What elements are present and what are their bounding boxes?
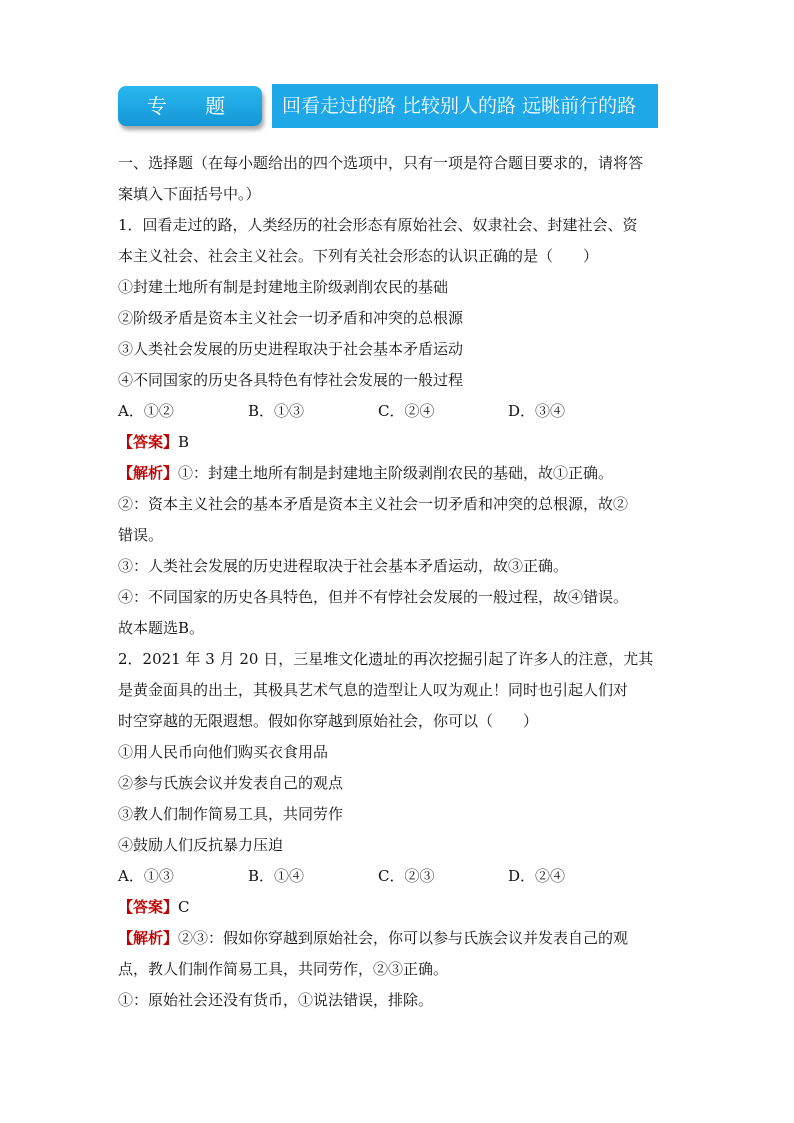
option-d: D．②④ — [508, 867, 566, 885]
option-c: C．②④ — [378, 402, 435, 420]
option-a: A．①② — [118, 402, 174, 420]
statement-item: ③人类社会发展的历史进程取决于社会基本矛盾运动 — [118, 340, 464, 358]
analysis-text: ①：原始社会还没有货币，①说法错误，排除。 — [118, 991, 434, 1009]
analysis-tag: 【解析】 — [118, 929, 179, 947]
statement-item: ④不同国家的历史各具特色有悖社会发展的一般过程 — [118, 371, 464, 389]
topic-banner — [118, 84, 658, 158]
topic-label: 专 题 一 — [118, 86, 262, 126]
question-stem-cont: 本主义社会、社会主义社会。下列有关社会形态的认识正确的是（ ） — [118, 247, 599, 265]
question-1 — [118, 210, 678, 644]
answer-line — [118, 892, 678, 923]
statement-item: ②阶级矛盾是资本主义社会一切矛盾和冲突的总根源 — [118, 309, 464, 327]
section-heading: 一、选择题（在每小题给出的四个选项中，只有一项是符合题目要求的，请将答 — [118, 154, 644, 172]
question-2 — [118, 644, 678, 1016]
option-b: B．①③ — [248, 402, 305, 420]
answer-options — [118, 861, 678, 892]
statement-item: ④鼓励人们反抗暴力压迫 — [118, 836, 284, 854]
statement-item: ①封建土地所有制是封建地主阶级剥削农民的基础 — [118, 278, 449, 296]
analysis-text: ④：不同国家的历史各具特色，但并不有悖社会发展的一般过程，故④错误。 — [118, 588, 629, 606]
option-c: C．②③ — [378, 867, 435, 885]
topic-title: 回看走过的路 比较别人的路 远眺前行的路 — [272, 84, 658, 128]
answer-tag: 【答案】 — [118, 898, 179, 916]
analysis-tag: 【解析】 — [118, 464, 179, 482]
question-stem-cont: 时空穿越的无限遐想。假如你穿越到原始社会，你可以（ ） — [118, 712, 539, 730]
document-body — [118, 148, 678, 1016]
analysis-text: ③：人类社会发展的历史进程取决于社会基本矛盾运动，故③正确。 — [118, 557, 569, 575]
answer-value: C — [178, 898, 190, 916]
analysis-line — [118, 458, 678, 489]
statement-item: ③教人们制作简易工具，共同劳作 — [118, 805, 344, 823]
option-d: D．③④ — [508, 402, 566, 420]
question-stem: 1．回看走过的路，人类经历的社会形态有原始社会、奴隶社会、封建社会、资 — [118, 216, 638, 234]
analysis-text: 故本题选B。 — [118, 619, 205, 637]
analysis-text: ②③：假如你穿越到原始社会，你可以参与氏族会议并发表自己的观 — [178, 929, 629, 947]
answer-value: B — [178, 433, 190, 451]
statement-item: ①用人民币向他们购买衣食用品 — [118, 743, 329, 761]
analysis-text: 错误。 — [118, 526, 164, 544]
analysis-line — [118, 923, 678, 954]
option-a: A．①③ — [118, 867, 174, 885]
statement-item: ②参与氏族会议并发表自己的观点 — [118, 774, 344, 792]
analysis-text: 点，教人们制作简易工具，共同劳作，②③正确。 — [118, 960, 449, 978]
analysis-text: ①：封建土地所有制是封建地主阶级剥削农民的基础，故①正确。 — [178, 464, 614, 482]
option-b: B．①④ — [248, 867, 305, 885]
question-stem: 2．2021 年 3 月 20 日，三星堆文化遗址的再次挖掘引起了许多人的注意，尤其 — [118, 650, 654, 668]
section-heading-cont: 案填入下面括号中。） — [118, 185, 261, 203]
question-stem-cont: 是黄金面具的出土，其极具艺术气息的造型让人叹为观止！同时也引起人们对 — [118, 681, 629, 699]
answer-options — [118, 396, 678, 427]
answer-line — [118, 427, 678, 458]
answer-tag: 【答案】 — [118, 433, 179, 451]
analysis-text: ②：资本主义社会的基本矛盾是资本主义社会一切矛盾和冲突的总根源，故② — [118, 495, 629, 513]
